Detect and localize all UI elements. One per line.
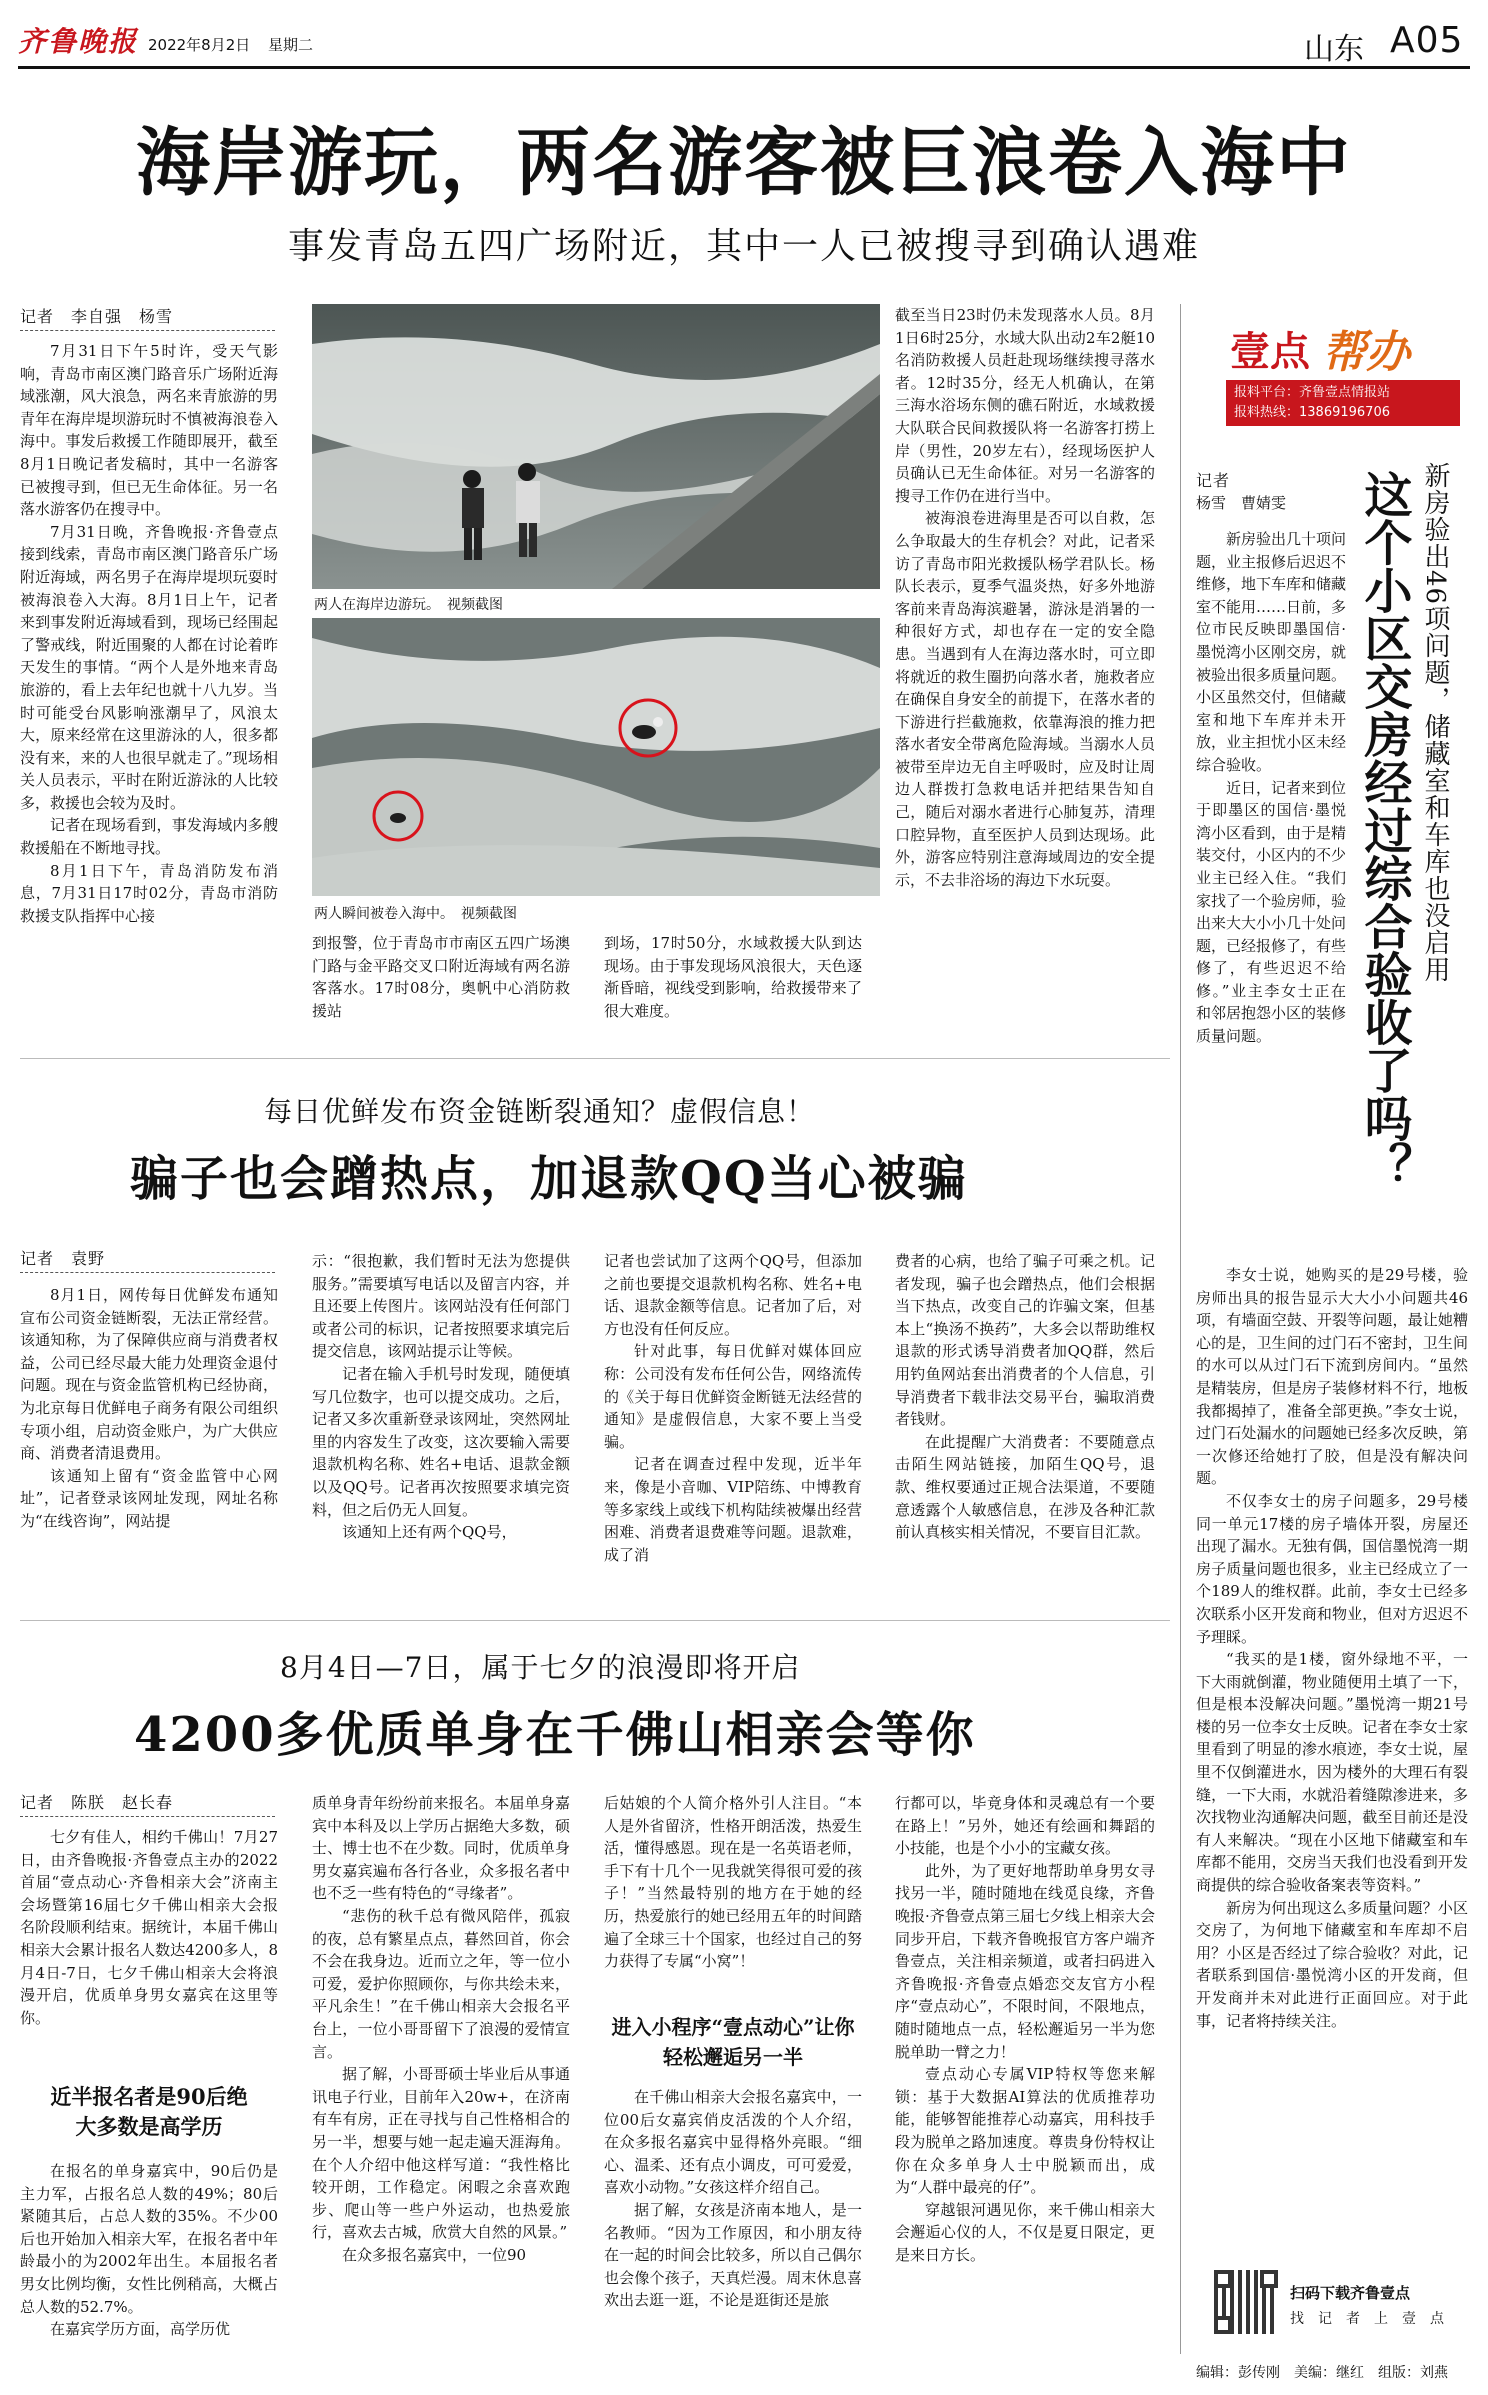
photo-tourists-on-shore — [312, 304, 880, 589]
main-sidebar-divider — [1180, 304, 1181, 2354]
photo1-svg — [312, 304, 880, 589]
dating-col1b-p2: 在嘉宾学历方面，高学历优 — [50, 2320, 231, 2339]
main-subhead: 事发青岛五四广场附近，其中一人已被搜寻到确认遇难 — [287, 226, 1200, 267]
sidebar-col-b — [1196, 1264, 1468, 2032]
main-col4-p2: 被海浪卷进海里是否可以自救，怎么争取最大的生存机会？对此，记者采访了青岛市阳光救援队杨学君队长。杨队长表示，夏季气温炎热，好多外地游客前来青岛海滨避暑，游泳是消暑的一种很好方式，却也存在一定的安全隐患。当遇到有人在海边落水时，可立即将就近的救生圈扔向落水者，施救者应在确保自身安全的前提下，在落水者的下游进行拦截施救，依靠海浪的推力把落水者安全带离危险海域。当溺水人员被带至岸边无自主呼吸时，应及时让周边人群拨打急救电话并把结果告知自己，随后对溺水者进行心肺复苏，清理口腔异物，直至医护人员到达现场。此外，游客应特别注意海域周边的安全提示，不去非浴场的海边下水玩耍。 — [895, 509, 1155, 889]
scam-col1-p2: 该通知上留有“资金监管中心网址”，记者登录该网址发现，网址名称为“在线咨询”，网站提 — [20, 1466, 278, 1530]
main-byline: 记者 李自强 杨雪 — [20, 307, 174, 326]
dating-col-1-b — [20, 2160, 278, 2341]
sidebar-colb-p3: “我买的是1楼，窗外绿地不平，一下大雨就倒灌，物业随便用土填了一下，但是根本没解决问题。”墨悦湾一期21号楼的另一位李女士反映。记者在李女士家里看到了明显的渗水痕迹，李女士说，屋里不仅倒灌进水，因为楼外的大理石有裂缝，一下大雨，水就沿着缝隙渗进来，多次找物业沟通解决问题，截至目前还是没有人来解决。“现在小区地下储藏室和车库都不能用，交房当天我们也没看到开发商提供的综合验收备案表等资料。” — [1196, 1650, 1468, 1895]
qr-code[interactable] — [1214, 2270, 1278, 2334]
scam-col4-p2: 在此提醒广大消费者：不要随意点击陌生网站链接，加陌生QQ号，退款、维权要通过正规合法渠道，不要随意透露个人敏感信息，在涉及各种汇款前认真核实相关情况，不要盲目汇款。 — [895, 1432, 1155, 1542]
dating-headline: 4200多优质单身在千佛山相亲会等你 — [134, 1707, 976, 1763]
dating-byline-rule — [20, 1816, 275, 1817]
brand-text-1: 壹点 — [1230, 329, 1310, 375]
byline-rule — [20, 330, 275, 331]
header-rule — [18, 66, 1470, 69]
dating-col2-p1: 质单身青年纷纷前来报名。本届单身嘉宾中本科及以上学历占据绝大多数，硕士、博士也不在少数。同时，优质单身男女嘉宾遍布各行各业，众多报名者中也不乏一些有特色的“寻缘者”。 — [312, 1794, 570, 1903]
scam-col-1 — [20, 1284, 278, 1533]
dating-col1-p1: 七夕有佳人，相约千佛山！7月27日，由齐鲁晚报·齐鲁壹点主办的2022首届“壹点动心·齐鲁相亲大会”济南主会场暨第16届七夕千佛山相亲大会报名阶段顺利结束。据统计，本届千佛山相亲大会累计报名人数达4200多人，8月4日-7日，七夕千佛山相亲大会将浪漫开启，优质单身男女嘉宾在这里等你。 — [20, 1828, 278, 2027]
scam-col3-p1: 记者也尝试加了这两个QQ号，但添加之前也要提交退款机构名称、姓名+电话、退款金额等信息。记者加了后，对方也没有任何反应。 — [604, 1252, 862, 1338]
scam-byline: 记者 袁野 — [20, 1249, 106, 1268]
scam-col3-p2: 针对此事，每日优鲜对媒体回应称：公司没有发布任何公告，网络流传的《关于每日优鲜资金断链无法经营的通知》是虚假信息，大家不要上当受骗。 — [604, 1342, 862, 1451]
editor-line: 编辑：彭传刚 美编：继红 组版：刘燕 — [1196, 2365, 1448, 2381]
brand-hotline: 报料热线：13869196706 — [1234, 405, 1390, 420]
dating-col2-p2: “悲伤的秋千总有微风陪伴，孤寂的夜，总有繁星点点，暮然回首，你会不会在我身边。近而立之年，等一位小可爱，爱护你照顾你，与你共绘未来，平凡余生！”在千佛山相亲大会报名平台上，一位小哥哥留下了浪漫的爱情宣言。 — [312, 1906, 570, 2061]
brand-text-2: 帮办 — [1322, 327, 1410, 378]
qr-line-2: 找 记 者 上 壹 点 — [1290, 2311, 1444, 2327]
main-col-2-bottom — [312, 932, 570, 1022]
photo-tourists-swept — [312, 618, 880, 896]
scam-col2-p2: 记者在输入手机号时发现，随便填写几位数字，也可以提交成功。之后，记者又多次重新登录该网址，突然网址里的内容发生了改变，这次要输入需要退款机构名称、姓名+电话、退款金额以及QQ号。记者再次按照要求填完资料，但之后仍无人回复。 — [312, 1364, 570, 1519]
scam-col2-p1: 示：“很抱歉，我们暂时无法为您提供服务。”需要填写电话以及留言内容，并且还要上传图片。该网站没有任何部门或者公司的标识，记者按照要求填完后提交信息，该网站提示让等候。 — [312, 1252, 570, 1361]
dating-col3-p1: 后姑娘的个人简介格外引人注目。“本人是外省留济，性格开朗活泼，热爱生活，懂得感恩。现在是一名英语老师，手下有十几个一见我就笑得很可爱的孩子！”当然最特别的地方在于她的经历，热爱旅行的她已经用五年的时间踏遍了全球三十个国家，也经过自己的努力获得了专属“小窝”！ — [604, 1794, 862, 1971]
masthead — [18, 14, 1470, 67]
dating-kicker: 8月4日—7日，属于七夕的浪漫即将开启 — [280, 1651, 801, 1684]
dating-col-3 — [604, 1792, 862, 1973]
scam-col4-p1: 费者的心病，也给了骗子可乘之机。记者发现，骗子也会蹭热点，他们会根据当下热点，改变自己的诈骗文案，但基本上“换汤不换药”，大多会以帮助维权退款的形式诱导消费者加QQ群，然后用钓鱼网站套出消费者的个人信息，引导消费者下载非法交易平台，骗取消费者钱财。 — [895, 1252, 1155, 1429]
main-col1-p1: 7月31日下午5时许，受天气影响，青岛市南区澳门路音乐广场附近海域涨潮，风大浪急，两名来青旅游的男青年在海岸堤坝游玩时不慎被海浪卷入海中。事发后救援工作随即展开，截至8月1日晚记者发稿时，其中一名游客已被搜寻到，但已无生命体征。另一名落水游客仍在搜寻中。 — [20, 342, 278, 519]
page-number: A05 — [1390, 20, 1464, 61]
sidebar-colb-p4: 新房为何出现这么多质量问题？小区交房了，为何地下储藏室和车库却不启用？小区是否经过了综合验收？对此，记者联系到国信·墨悦湾小区的开发商，但开发商并未对此进行正面回应。对于此事，记者将持续关注。 — [1196, 1898, 1468, 2030]
sidebar-byline-label: 记者 — [1196, 471, 1231, 490]
dating-col3b-p2: 据了解，女孩是济南本地人，是一名教师。“因为工作原因，和小朋友待在一起的时间会比较多，所以自己偶尔也会像个孩子，天真烂漫。周末休息喜欢出去逛一逛，不论是逛街还是旅 — [604, 2200, 862, 2310]
scam-col-2 — [312, 1250, 570, 1544]
dating-col4-p1: 行都可以，毕竟身体和灵魂总有一个要在路上！”另外，她还有绘画和舞蹈的小技能，也是个小小的宝藏女孩。 — [895, 1794, 1155, 1858]
dating-col3-subhead: 进入小程序“壹点动心”让你轻松邂逅另一半 — [611, 2015, 855, 2069]
scam-col2-p3: 该通知上还有两个QQ号， — [342, 1523, 517, 1542]
sidebar-byline-names: 杨雪 曹婧雯 — [1196, 494, 1287, 512]
main-col3-p1: 到场，17时50分，水域救援大队到达现场。由于事发现场风浪很大，天色逐渐昏暗，视线受到影响，给救援带来了很大难度。 — [604, 934, 862, 1020]
scam-col-3 — [604, 1250, 862, 1566]
scam-top-rule — [20, 1058, 1170, 1059]
scam-col1-p1: 8月1日，网传每日优鲜发布通知宣布公司资金链断裂，无法正常经营。该通知称，为了保障供应商与消费者权益，公司已经尽最大能力处理资金退付问题。现在与资金监管机构已经协商，为北京每日优鲜电子商务有限公司组织专项小组，启动资金账户，为广大供应商、消费者清退费用。 — [20, 1286, 278, 1463]
dating-col1-subhead: 近半报名者是90后绝大多数是高学历 — [50, 2084, 248, 2139]
sidebar-cola-p2: 近日，记者来到位于即墨区的国信·墨悦湾小区看到，由于是精装交付，小区内的不少业主已经入住。“我们家找了一个验房师，验出来大大小小几十处问题，已经报修了，有些修了，有些迟迟不给修。”业主李女士正在和邻居抱怨小区的装修质量问题。 — [1196, 778, 1347, 1046]
main-headline: 海岸游玩，两名游客被巨浪卷入海中 — [136, 120, 1352, 206]
dating-col4-p2: 此外，为了更好地帮助单身男女寻找另一半，随时随地在线觅良缘，齐鲁晚报·齐鲁壹点第三届七夕线上相亲大会同步开启，下载齐鲁晚报官方客户端齐鲁壹点，关注相亲频道，或者扫码进入齐鲁晚报·齐鲁壹点婚恋交友官方小程序“壹点动心”，不限时间，不限地点，随时随地点一点，轻松邂逅另一半为您脱单助一臂之力！ — [895, 1861, 1155, 2061]
brand-platform: 报料平台：齐鲁壹点情报站 — [1234, 385, 1391, 400]
dating-col3b-p1: 在千佛山相亲大会报名嘉宾中，一位00后女嘉宾俏皮活泼的个人介绍，在众多报名嘉宾中显得格外亮眼。“细心、温柔、还有点小调皮，可可爱爱，喜欢小动物。”女孩这样介绍自己。 — [604, 2088, 862, 2197]
dating-col1b-p1: 在报名的单身嘉宾中，90后仍是主力军，占报名总人数的49%；80后紧随其后，占总人数的35%。不少00后也开始加入相亲大军，在报名者中年龄最小的为2002年出生。本届报名者男女比例均衡，女性比例稍高，大概占总人数的52.7%。 — [20, 2162, 278, 2316]
main-col1-p2: 7月31日晚，齐鲁晚报·齐鲁壹点接到线索，青岛市南区澳门路音乐广场附近海域，两名男子在海岸堤坝玩耍时被海浪卷入大海。8月1日上午，记者来到事发附近海域看到，现场已经围起了警戒线，附近围聚的人都在讨论着昨天发生的事情。“两个人是外地来青岛旅游的，看上去年纪也就十八九岁。当时可能受台风影响涨潮早了，风浪太大，原来经常在这里游泳的人，很多都没有来，来的人也很早就走了。”现场相关人员表示，平时在附近游泳的人比较多，救援也会较为及时。 — [20, 522, 278, 812]
scam-headline: 骗子也会蹭热点，加退款QQ当心被骗 — [130, 1151, 968, 1207]
dating-col4-p4: 穿越银河遇见你，来千佛山相亲大会邂逅心仪的人，不仅是夏日限定，更是来日方长。 — [895, 2200, 1155, 2264]
sidebar-colb-p2: 不仅李女士的房子问题多，29号楼同一单元17楼的房子墙体开裂，房屋还出现了漏水。无独有偶，国信墨悦湾一期房子质量问题也很多，业主已经成立了一个189人的维权群。此前，李女士已经多次联系小区开发商和物业，但对方迟迟不予理睬。 — [1196, 1491, 1468, 1646]
dating-byline: 记者 陈朕 赵长春 — [20, 1793, 174, 1812]
scam-kicker: 每日优鲜发布资金链断裂通知？虚假信息！ — [264, 1095, 816, 1128]
brand-info-box — [1226, 380, 1460, 426]
main-col1-p3: 记者在现场看到，事发海域内多艘救援船在不断地寻找。 — [20, 816, 278, 858]
sidebar-subhead: 新房验出46项问题，储藏室和车库也没启用 — [1420, 462, 1450, 984]
sidebar-col-a — [1196, 528, 1346, 1048]
photo2-svg — [312, 618, 880, 896]
main-col1-p4: 8月1日下午，青岛消防发布消息，7月31日17时02分，青岛市消防救援支队指挥中心接 — [20, 861, 278, 925]
main-col-1 — [20, 340, 278, 927]
sidebar-cola-p1: 新房验出几十项问题，业主报修后迟迟不维修，地下车库和储藏室不能用……日前，多位市民反映即墨国信·墨悦湾小区刚交房，就被验出很多质量问题。小区虽然交付，但储藏室和地下车库并未开放，业主担忧小区未经综合验收。 — [1196, 530, 1347, 774]
sidebar-headline: 这个小区交房经过综合验收了吗？ — [1356, 470, 1412, 1190]
dating-col-2 — [312, 1792, 570, 2266]
dating-col-4 — [895, 1792, 1155, 2266]
scam-byline-rule — [20, 1272, 275, 1273]
sidebar-brand — [1196, 316, 1466, 426]
scam-col3-p3: 记者在调查过程中发现，近半年来，像是小音咖、VIP陪练、中博教育等多家线上或线下机构陆续被爆出经营困难、消费者退费难等问题。退款难，成了消 — [604, 1455, 862, 1564]
main-col-3-bottom — [604, 932, 862, 1022]
main-col2-p1: 到报警，位于青岛市市南区五四广场澳门路与金平路交叉口附近海域有两名游客落水。17时08分，奥帆中心消防救援站 — [312, 934, 570, 1020]
issue-date: 2022年8月2日 — [148, 36, 251, 54]
photo2-caption: 两人瞬间被卷入海中。 视频截图 — [314, 906, 517, 922]
dating-col2-p4: 在众多报名嘉宾中，一位90 — [342, 2245, 527, 2264]
scam-col-4 — [895, 1250, 1155, 1544]
paper-name: 齐鲁晚报 — [18, 25, 139, 58]
issue-weekday: 星期二 — [268, 36, 314, 54]
dating-top-rule — [20, 1620, 1170, 1621]
dating-col2-p3: 据了解，小哥哥硕士毕业后从事通讯电子行业，目前年入20w+，在济南有车有房，正在寻找与自己性格相合的另一半，想要与她一起走遍天涯海角。在个人介绍中他这样写道：“我性格比较开朗，工作稳定。闲暇之余喜欢跑步、爬山等一些户外运动，也热爱旅行，喜欢去古城，欣赏大自然的风景。” — [312, 2065, 570, 2242]
main-col4-p1: 截至当日23时仍未发现落水人员。8月1日6时25分，水域大队出动2车2艇10名消防救援人员赶赴现场继续搜寻落水者。12时35分，经无人机确认，在第三海水浴场东侧的礁石附近，水域救援大队联合民间救援队将一名游客打捞上岸（男性，20岁左右），经现场医护人员确认已无生命体征。对另一名游客的搜寻工作仍在进行当中。 — [895, 306, 1155, 505]
qr-line-1: 扫码下载齐鲁壹点 — [1290, 2284, 1411, 2302]
sidebar-colb-p1: 李女士说，她购买的是29号楼，验房师出具的报告显示大大小小问题共46项，有墙面空鼓、开裂等问题，最让她糟心的是，卫生间的过门石不密封，卫生间的水可以从过门石下流到房间内。“虽然是精装房，但是房子装修材料不行，地板我都揭掉了，准备全部更换。”李女士说，过门石处漏水的问题她已经多次反映，第一次修还给她打了胶，但是没有解决问题。 — [1196, 1266, 1468, 1488]
dating-col4-p3: 壹点动心专属VIP特权等您来解锁：基于大数据AI算法的优质推荐功能，能够智能推荐心动嘉宾，用科技手段为脱单之路加速度。尊贵身份特权让你在众多单身人士中脱颖而出，成为“人群中最亮的仔”。 — [895, 2065, 1155, 2197]
section-name: 山东 — [1304, 32, 1364, 67]
dating-col-3-b — [604, 2086, 862, 2312]
photo1-caption: 两人在海岸边游玩。 视频截图 — [314, 597, 503, 613]
dating-col-1 — [20, 1826, 278, 2029]
main-col-4 — [895, 304, 1155, 891]
